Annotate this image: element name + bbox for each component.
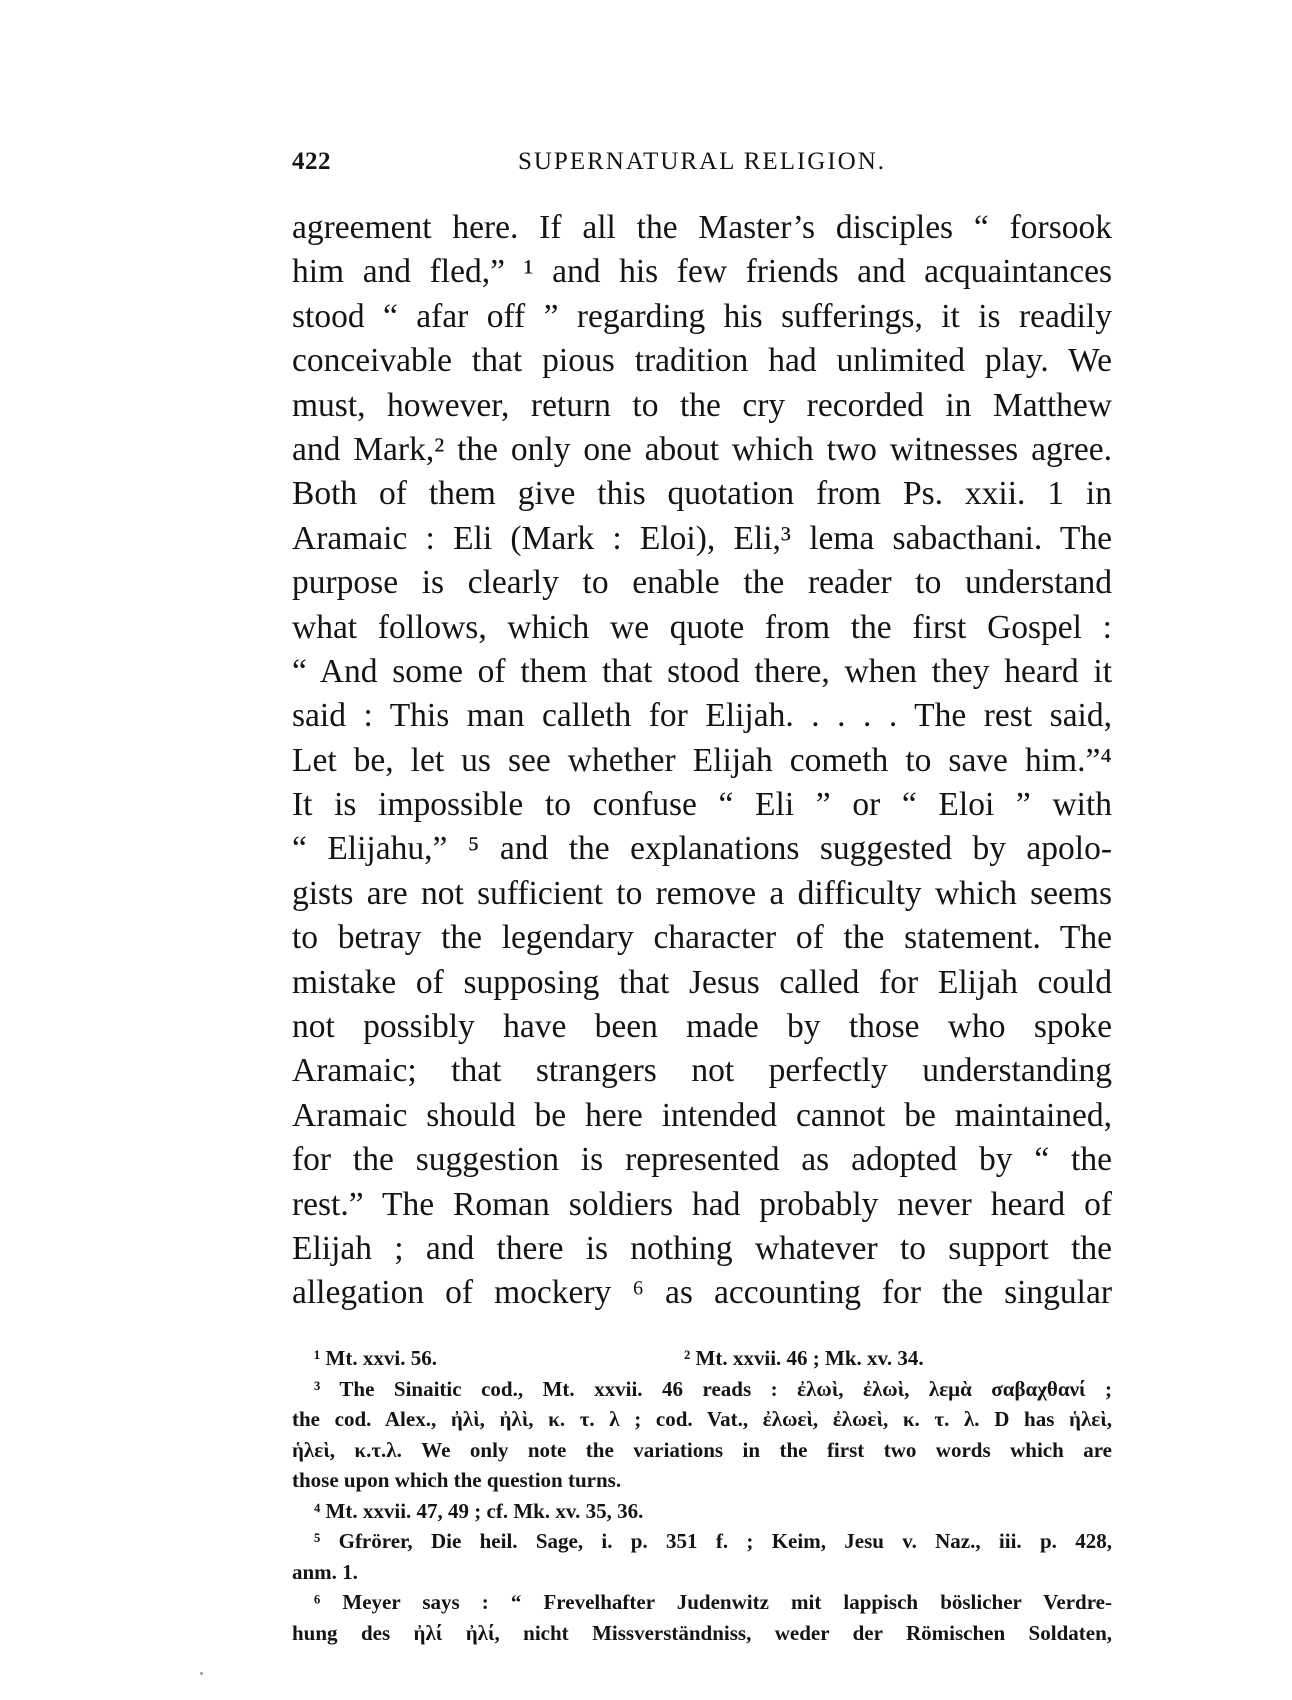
text-line: “ Elijahu,” ⁵ and the explanations suggested by apolo- [292,830,1112,868]
footnote-6-line: hung des ἠλί ἠλί, nicht Missverständniss, weder der Römischen Soldaten, [292,1620,1112,1645]
text-line: rest.” The Roman soldiers had probably never heard of [292,1185,1112,1223]
text-line: to betray the legendary character of the statement. The [292,919,1112,957]
text-line: said : This man calleth for Elijah. . . . . The rest said, [292,697,1112,735]
footnote-3-line: the cod. Alex., ἠλὶ, ἠλὶ, κ. τ. λ ; cod. Vat., ἐλωεὶ, ἐλωεὶ, κ. τ. λ. D has ἡλεὶ, [292,1407,1112,1431]
footnote-2: ² Mt. xxvii. 46 ; Mk. xv. 34. [684,1346,924,1370]
text-line: Aramaic should be here intended cannot be maintained, [292,1096,1112,1134]
text-line: agreement here. If all the Master’s disciples “ forsook [292,209,1112,246]
footnote-3-line: those upon which the question turns. [292,1468,622,1492]
body-text [292,206,1112,1316]
footnotes [292,1343,1112,1648]
text-line: for the suggestion is represented as adopted by “ the [292,1141,1112,1179]
footnote-3-line: ἡλεὶ, κ.τ.λ. We only note the variations in the first two words which are [292,1437,1112,1462]
text-line: what follows, which we quote from the first Gospel : [292,608,1112,646]
text-line: Elijah ; and there is nothing whatever to support the [292,1229,1112,1267]
running-title: SUPERNATURAL RELIGION. [517,148,887,175]
page-number: 422 [292,148,331,175]
text-line: “ And some of them that stood there, when they heard it [292,652,1112,690]
text-line: mistake of supposing that Jesus called for Elijah could [292,963,1112,1001]
footnote-3-line: ³ The Sinaitic cod., Mt. xxvii. 46 reads : ἐλωὶ, ἐλωὶ, λεμὰ σαβαχθανί ; [314,1376,1112,1401]
text-line: Both of them give this quotation from Ps. xxii. 1 in [292,475,1112,513]
text-line: and Mark,² the only one about which two witnesses agree. [292,430,1112,468]
text-line: stood “ afar off ” regarding his sufferings, it is readily [292,297,1112,335]
footnote-6-line: ⁶ Meyer says : “ Frevelhafter Judenwitz mit lappisch böslicher Verdre- [314,1590,1112,1614]
text-line: It is impossible to confuse “ Eli ” or “ Eloi ” with [292,786,1112,824]
text-line: allegation of mockery ⁶ as accounting for the singular [292,1274,1112,1312]
text-line: Aramaic : Eli (Mark : Eloi), Eli,³ lema sabacthani. The [292,519,1112,557]
footnote-1: ¹ Mt. xxvi. 56. [314,1346,437,1370]
text-line: must, however, return to the cry recorded in Matthew [292,386,1112,424]
page-header [292,148,1112,182]
footnote-4: ⁴ Mt. xxvii. 47, 49 ; cf. Mk. xv. 35, 36. [314,1498,644,1523]
text-line: him and fled,” ¹ and his few friends and acquaintances [292,253,1112,291]
text-line: not possibly have been made by those who spoke [292,1008,1112,1046]
text-line: Aramaic; that strangers not perfectly understanding [292,1052,1112,1090]
scan-speck [200,1672,203,1675]
footnote-5-line: anm. 1. [292,1559,358,1584]
footnote-row-1-2 [292,1343,1112,1374]
text-line: Let be, let us see whether Elijah cometh to save him.”⁴ [292,741,1112,779]
footnote-5-line: ⁵ Gfrörer, Die heil. Sage, i. p. 351 f. ; Keim, Jesu v. Naz., iii. p. 428, [314,1529,1112,1553]
text-line: gists are not sufficient to remove a difficulty which seems [292,874,1112,912]
text-line: purpose is clearly to enable the reader to understand [292,564,1112,602]
text-line: conceivable that pious tradition had unlimited play. We [292,342,1112,380]
